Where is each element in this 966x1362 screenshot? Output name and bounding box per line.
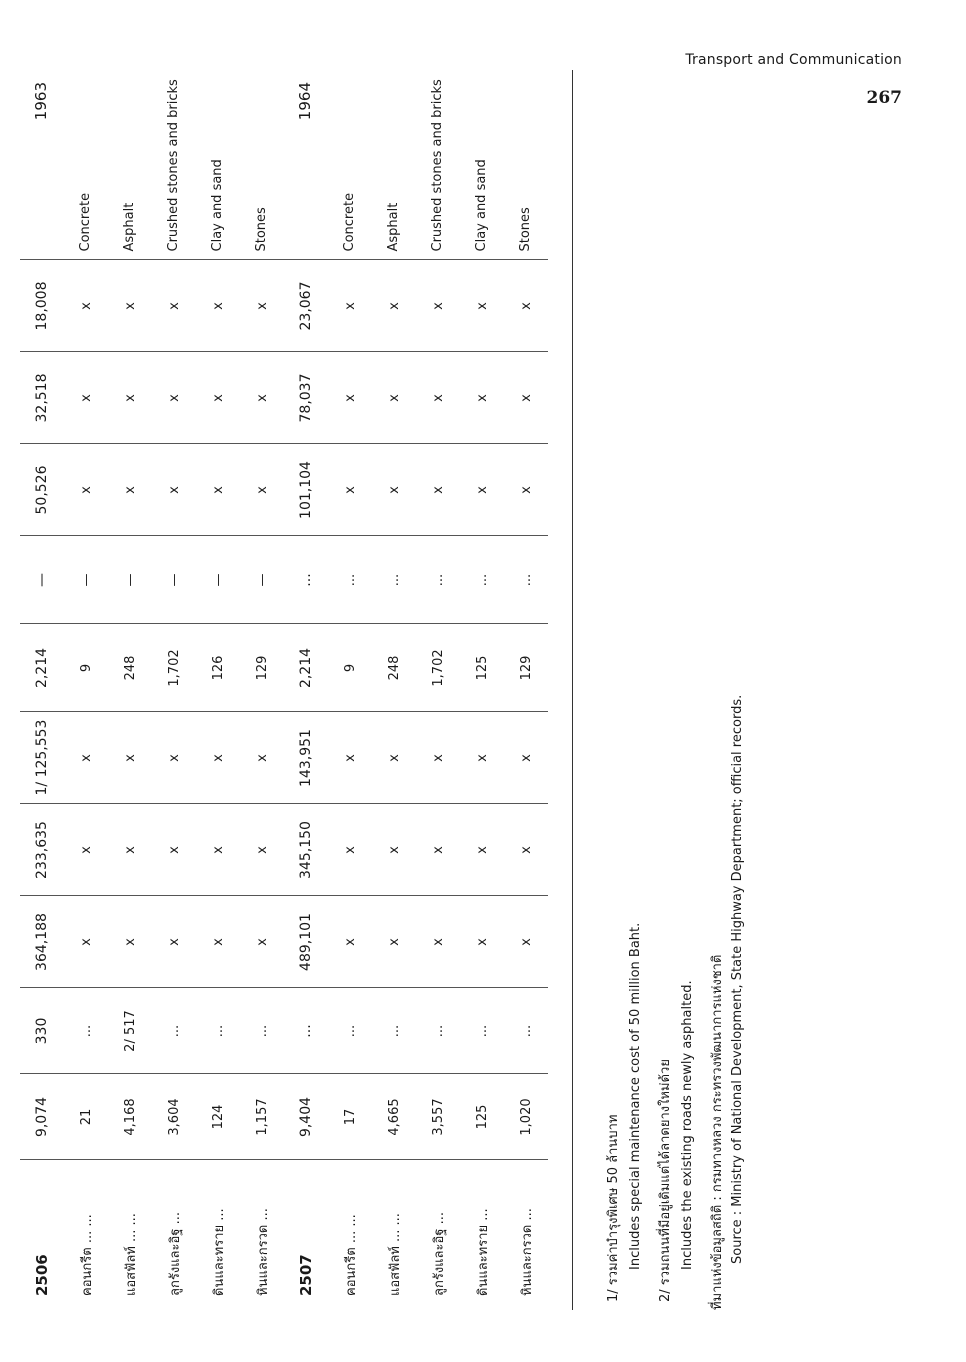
source-english: Source : Ministry of National Development, State Highway Department; official records. [730,694,745,1264]
table-cell: x [372,804,416,896]
row-label-english: 1963 [20,70,64,260]
table-cell: x [152,352,196,444]
table-cell: 1,020 [504,1074,548,1160]
table-cell: 1,702 [416,624,460,712]
table-cell: 32,518 [20,352,64,444]
table-cell: — [20,536,64,624]
row-label-thai: แอสฟัลท์ ... ... [387,1213,403,1296]
table-cell: 78,037 [284,352,328,444]
table-cell: x [64,712,108,804]
table-cell: 248 [372,624,416,712]
table-cell: ... [460,536,504,624]
row-label-thai: ลูกรังและอิฐ ... [431,1211,447,1296]
table-cell: x [64,896,108,988]
row-label-thai: ดินและทราย ... [211,1208,227,1296]
table-cell: x [196,260,240,352]
table-cell: x [328,352,372,444]
table-cell: x [240,712,284,804]
table-cell: — [196,536,240,624]
table-cell: x [152,260,196,352]
table-row [240,70,284,1310]
table-cell: x [152,444,196,536]
table-cell: x [504,444,548,536]
table-cell: 489,101 [284,896,328,988]
table-cell: ... [284,536,328,624]
table-cell: x [328,444,372,536]
table-cell: ... [64,988,108,1074]
table-row [416,70,460,1310]
footnote-1-thai: 1/ รวมค่าบำรุงพิเศษ 50 ล้านบาท [606,1114,621,1302]
table-cell: x [108,804,152,896]
table-cell: 4,665 [372,1074,416,1160]
road-statistics-table [20,70,548,1310]
table-cell: x [240,260,284,352]
row-label-thai: แอสฟัลท์ ... ... [123,1213,139,1296]
table-cell: x [460,260,504,352]
table-cell: 4,168 [108,1074,152,1160]
row-label-english: Clay and sand [460,70,504,260]
table-bottom-rule [572,70,573,1310]
table-cell: ... [372,988,416,1074]
table-cell: x [196,352,240,444]
table-cell: x [504,804,548,896]
table-cell: x [108,444,152,536]
table-row [328,70,372,1310]
table-cell: x [372,444,416,536]
table-cell: — [152,536,196,624]
table-cell: x [64,352,108,444]
row-label-english: Asphalt [372,70,416,260]
row-label-english: Concrete [64,70,108,260]
table-cell: x [372,712,416,804]
table-row [460,70,504,1310]
table-cell: x [504,896,548,988]
table-cell: x [416,444,460,536]
table-cell: x [64,444,108,536]
year-row [284,70,328,1310]
table-cell: x [460,444,504,536]
table-row [64,70,108,1310]
table-cell: ... [372,536,416,624]
table-cell: 125 [460,624,504,712]
table-cell: x [460,352,504,444]
table-cell: 9,074 [20,1074,64,1160]
table-cell: 21 [64,1074,108,1160]
table-cell: x [196,896,240,988]
table-cell: x [504,260,548,352]
year-row [20,70,64,1310]
row-label-thai: คอนกรีต ... ... [79,1214,95,1296]
table-cell: x [108,712,152,804]
row-label-english: Stones [240,70,284,260]
table-cell: 1,702 [152,624,196,712]
table-cell: 50,526 [20,444,64,536]
table-cell: x [196,444,240,536]
table-cell: x [372,352,416,444]
table-cell: 330 [20,988,64,1074]
table-cell: 125 [460,1074,504,1160]
table-cell: 1,157 [240,1074,284,1160]
table-cell: 129 [240,624,284,712]
table-cell: x [416,260,460,352]
table-cell: 9 [64,624,108,712]
footnote-1-english: Includes special maintenance cost of 50 million Baht. [628,922,643,1270]
row-label-english: Concrete [328,70,372,260]
table-cell: 364,188 [20,896,64,988]
row-label-thai: หินและกรวด ... [255,1208,271,1296]
source-thai: ที่มาแห่งข้อมูลสถิติ : กรมทางหลวง กระทรวงพัฒนาการแห่งชาติ [710,954,725,1310]
table-cell: 1/ 125,553 [20,712,64,804]
table-cell: x [152,712,196,804]
page-header: Transport and Communication [685,52,902,68]
table-cell: ... [196,988,240,1074]
table-cell: 2,214 [20,624,64,712]
table-cell: ... [416,536,460,624]
row-label-english: Crushed stones and bricks [152,70,196,260]
table-cell: 23,067 [284,260,328,352]
row-label-english: 1964 [284,70,328,260]
table-cell: 345,150 [284,804,328,896]
row-label-thai: หินและกรวด ... [519,1208,535,1296]
table-cell: 124 [196,1074,240,1160]
rotated-table-block [20,70,745,1310]
table-cell: x [152,804,196,896]
table-cell: x [328,896,372,988]
table-cell: x [504,712,548,804]
table-cell: ... [152,988,196,1074]
table-cell: x [416,352,460,444]
table-cell: ... [504,988,548,1074]
table-row [152,70,196,1310]
table-cell: 248 [108,624,152,712]
table-row [372,70,416,1310]
table-cell: x [152,896,196,988]
table-cell: 129 [504,624,548,712]
table-cell: x [372,260,416,352]
table-cell: x [240,896,284,988]
row-label-thai: 2507 [297,1254,315,1296]
table-cell: x [108,896,152,988]
table-row [196,70,240,1310]
table-row [108,70,152,1310]
table-cell: 3,604 [152,1074,196,1160]
table-cell: ... [416,988,460,1074]
table-cell: 3,557 [416,1074,460,1160]
row-label-english: Crushed stones and bricks [416,70,460,260]
row-label-english: Asphalt [108,70,152,260]
table-cell: ... [460,988,504,1074]
row-label-thai: ดินและทราย ... [475,1208,491,1296]
table-cell: ... [240,988,284,1074]
table-cell: x [196,804,240,896]
table-cell: x [460,896,504,988]
table-cell: x [240,444,284,536]
table-cell: x [328,804,372,896]
table-cell: x [328,260,372,352]
table-cell: x [416,896,460,988]
table-cell: x [328,712,372,804]
table-cell: 101,104 [284,444,328,536]
table-cell: x [372,896,416,988]
table-cell: — [64,536,108,624]
row-label-thai: ลูกรังและอิฐ ... [167,1211,183,1296]
row-label-thai: 2506 [33,1254,51,1296]
table-cell: 9 [328,624,372,712]
table-cell: — [240,536,284,624]
table-cell: x [64,804,108,896]
table-cell: ... [328,988,372,1074]
table-cell: ... [284,988,328,1074]
table-row [504,70,548,1310]
table-cell: 143,951 [284,712,328,804]
table-cell: 9,404 [284,1074,328,1160]
table-cell: x [416,804,460,896]
row-label-english: Clay and sand [196,70,240,260]
table-cell: x [196,712,240,804]
table-cell: 18,008 [20,260,64,352]
table-cell: 126 [196,624,240,712]
table-cell: x [416,712,460,804]
table-cell: 233,635 [20,804,64,896]
table-cell: 2/ 517 [108,988,152,1074]
table-cell: x [108,260,152,352]
table-cell: x [64,260,108,352]
row-label-thai: คอนกรีต ... ... [343,1214,359,1296]
table-cell: x [240,804,284,896]
table-cell: ... [504,536,548,624]
table-cell: 2,214 [284,624,328,712]
table-cell: x [240,352,284,444]
footnote-2-thai: 2/ รวมถนนที่มีอยู่เดิมแต่ได้ลาดยางใหม่ด้วย [658,1059,673,1302]
table-cell: x [504,352,548,444]
table-cell: ... [328,536,372,624]
table-cell: x [460,712,504,804]
table-cell: 17 [328,1074,372,1160]
footnote-2-english: Includes the existing roads newly asphalted. [680,980,695,1270]
table-cell: x [460,804,504,896]
table-cell: — [108,536,152,624]
page-number: 267 [866,88,902,108]
table-cell: x [108,352,152,444]
row-label-english: Stones [504,70,548,260]
